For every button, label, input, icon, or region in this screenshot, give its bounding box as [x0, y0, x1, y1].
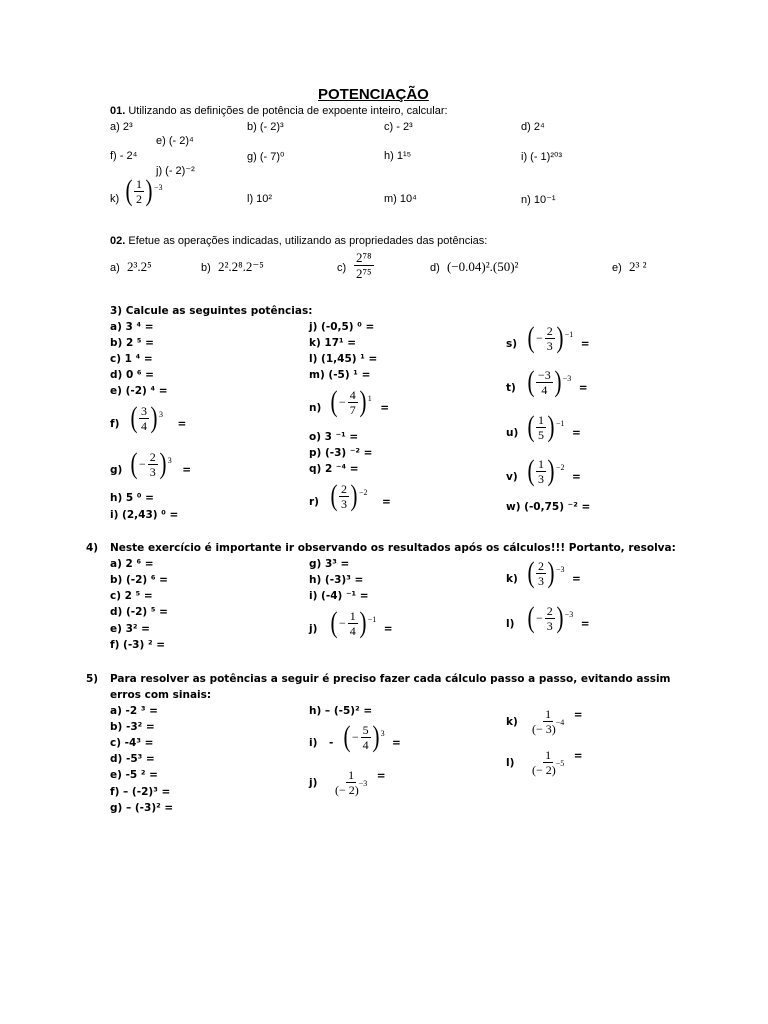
q4-item-c: c) 2 ⁵ = — [110, 590, 153, 602]
q3-item-l: l) (1,45) ¹ = — [309, 353, 378, 365]
question-3-prompt: 3) Calcule as seguintes potências: — [110, 305, 313, 317]
question-4-prompt: Neste exercício é importante ir observando os resultados após os cálculos!!! Portanto, resolva: — [110, 542, 676, 554]
q3-item-q: q) 2 ⁻⁴ = — [309, 463, 359, 475]
question-text: Efetue as operações indicadas, utilizando as propriedades das potências: — [128, 235, 488, 247]
q5-item-j-fraction: $\frac{1}{(- 2)^{-3}}$ = — [335, 768, 386, 797]
q3-item-n-label: n) — [309, 402, 322, 414]
q2-item-a-expr: 2³.2⁵ — [127, 259, 152, 274]
q4-item-l-fraction: ( − $\frac{2}{3}$ ) −3 = — [527, 601, 590, 634]
q1-item-k-fraction: ( $\frac{1}{2}$ ) −3 — [125, 174, 163, 207]
q3-item-k: k) 17¹ = — [309, 337, 357, 349]
q3-item-a: a) 3 ⁴ = — [110, 321, 154, 333]
q5-item-c: c) -4³ = — [110, 737, 154, 749]
q3-item-o: o) 3 ⁻¹ = — [309, 431, 359, 443]
q2-item-b-label: b) — [201, 262, 211, 274]
q5-item-i-label: i) — [309, 737, 318, 749]
q2-item-d-label: d) — [430, 262, 440, 274]
q1-item-k-label: k) — [110, 193, 120, 205]
q4-item-i: i) (-4) ⁻¹ = — [309, 590, 369, 602]
question-text: Utilizando as definições de potência de expoente inteiro, calcular: — [128, 105, 448, 117]
question-number: 01. — [110, 105, 126, 117]
q3-item-t-label: t) — [506, 382, 516, 394]
q2-item-d-expr: (−0.04)².(50)² — [447, 259, 519, 274]
q3-item-f-fraction: ( $\frac{3}{4}$ ) 3 = — [130, 401, 187, 434]
q3-item-r-fraction: ( $\frac{2}{3}$ ) −2 = — [330, 479, 391, 512]
q1-item-d: d) 2⁴ — [521, 121, 545, 133]
q5-item-j-label: j) — [309, 777, 318, 789]
q1-item-g: g) (- 7)⁰ — [247, 151, 285, 163]
q4-item-e: e) 3² = — [110, 623, 150, 635]
q3-item-i: i) (2,43) ⁰ = — [110, 509, 179, 521]
q3-item-v-label: v) — [506, 471, 518, 483]
q4-item-j-fraction: ( − $\frac{1}{4}$ ) −1 = — [330, 606, 393, 639]
q5-item-a: a) -2 ³ = — [110, 705, 158, 717]
q1-item-b: b) (- 2)³ — [247, 121, 284, 133]
q3-item-s-label: s) — [506, 338, 518, 350]
q5-item-k-fraction: $\frac{1}{(- 3)^{-4}}$ = — [532, 707, 583, 736]
q1-item-f: f) - 2⁴ — [110, 150, 138, 162]
q1-item-e: e) (- 2)⁴ — [156, 135, 194, 147]
q2-item-a-label: a) — [110, 262, 120, 274]
question-1-prompt — [110, 105, 448, 117]
q3-item-u-fraction: ( $\frac{1}{5}$ ) −1 = — [527, 410, 581, 443]
q3-item-c: c) 1 ⁴ = — [110, 353, 153, 365]
q4-item-g: g) 3³ = — [309, 558, 350, 570]
q3-item-d: d) 0 ⁶ = — [110, 369, 154, 381]
q3-item-e: e) (-2) ⁴ = — [110, 385, 168, 397]
q5-item-l-fraction: $\frac{1}{(- 2)^{-5}}$ = — [532, 748, 583, 777]
q1-item-i: i) (- 1)²⁰³ — [521, 151, 563, 163]
q3-item-r-label: r) — [309, 496, 319, 508]
q1-item-h: h) 1¹⁵ — [384, 150, 412, 162]
q3-item-g-label: g) — [110, 464, 123, 476]
q3-item-b: b) 2 ⁵ = — [110, 337, 154, 349]
q5-item-f: f) – (-2)³ = — [110, 786, 171, 798]
q5-item-g: g) – (-3)² = — [110, 802, 174, 814]
q5-item-e: e) -5 ² = — [110, 769, 158, 781]
q1-item-j: j) (- 2)⁻² — [156, 165, 195, 177]
q4-item-j-label: j) — [309, 623, 318, 635]
question-2-prompt — [110, 235, 487, 247]
q3-item-u-label: u) — [506, 427, 519, 439]
q1-item-c: c) - 2³ — [384, 121, 413, 133]
question-number: 02. — [110, 235, 126, 247]
q3-item-j: j) (-0,5) ⁰ = — [309, 321, 375, 333]
q4-item-k-label: k) — [506, 573, 518, 585]
q3-item-m: m) (-5) ¹ = — [309, 369, 371, 381]
question-5-prompt-line2: erros com sinais: — [110, 689, 212, 701]
q4-item-f: f) (-3) ² = — [110, 639, 165, 651]
q5-item-b: b) -3² = — [110, 721, 155, 733]
q4-item-a: a) 2 ⁶ = — [110, 558, 154, 570]
q2-item-e-label: e) — [612, 262, 622, 274]
q5-item-h: h) – (-5)² = — [309, 705, 373, 717]
question-5-prompt-line1: Para resolver as potências a seguir é preciso fazer cada cálculo passo a passo, evitando assim — [110, 673, 671, 685]
question-5-number: 5) — [86, 673, 99, 685]
q1-item-n: n) 10⁻¹ — [521, 194, 556, 206]
q2-item-c-fraction: $\frac{\text{2⁷⁸}}{\text{2⁷⁵}}$ — [356, 250, 372, 281]
q3-item-v-fraction: ( $\frac{1}{3}$ ) −2 = — [527, 454, 581, 487]
q2-item-c-label: c) — [337, 262, 347, 274]
q1-item-m: m) 10⁴ — [384, 193, 417, 205]
page-title: POTENCIAÇÃO — [318, 86, 429, 103]
q5-item-k-label: k) — [506, 716, 518, 728]
q3-item-w: w) (-0,75) ⁻² = — [506, 501, 591, 513]
q3-item-n-fraction: ( − $\frac{4}{7}$ ) 1 = — [330, 385, 390, 418]
q4-item-k-fraction: ( $\frac{2}{3}$ ) −3 = — [527, 556, 581, 589]
q4-item-l-label: l) — [506, 618, 515, 630]
question-4-number: 4) — [86, 542, 99, 554]
q3-item-h: h) 5 ⁰ = — [110, 492, 154, 504]
q4-item-b: b) (-2) ⁶ = — [110, 574, 168, 586]
q3-item-p: p) (-3) ⁻² = — [309, 447, 373, 459]
q5-item-d: d) -5³ = — [110, 753, 155, 765]
q1-item-l: l) 10² — [247, 193, 273, 205]
q2-item-e-expr: 2³ ² — [629, 259, 647, 274]
q3-item-f-label: f) — [110, 418, 120, 430]
q3-item-t-fraction: ( $\frac{-3}{4}$ ) −3 = — [527, 365, 588, 398]
q5-item-i-fraction: - ( − $\frac{5}{4}$ ) 3 = — [329, 720, 401, 753]
q4-item-h: h) (-3)³ = — [309, 574, 364, 586]
q1-item-a: a) 2³ — [110, 121, 133, 133]
q5-item-l-label: l) — [506, 757, 515, 769]
q3-item-g-fraction: ( − $\frac{2}{3}$ ) 3 = — [130, 447, 192, 480]
q4-item-d: d) (-2) ⁵ = — [110, 606, 168, 618]
q3-item-s-fraction: ( − $\frac{2}{3}$ ) −1 = — [527, 321, 590, 354]
q2-item-b-expr: 2².2⁸.2⁻⁵ — [218, 259, 264, 274]
